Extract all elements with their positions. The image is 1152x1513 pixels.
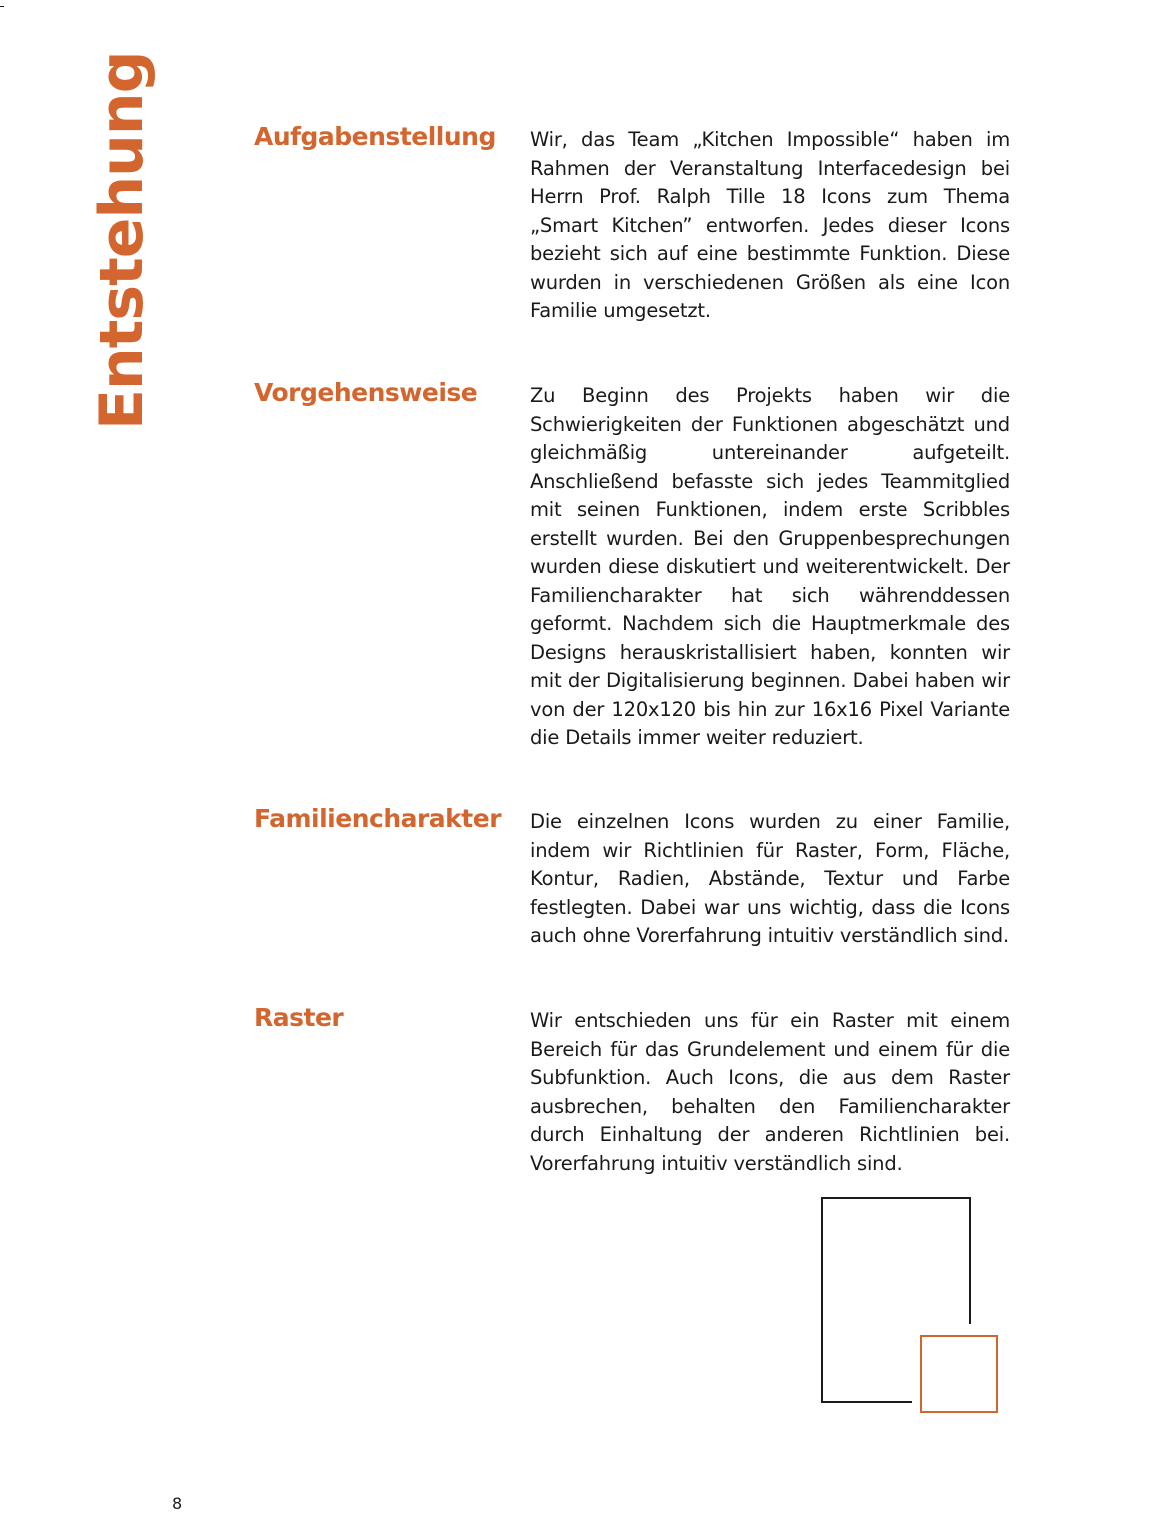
chapter-title: Entstehung <box>87 51 157 430</box>
crop-mark <box>0 6 4 7</box>
raster-diagram <box>820 1196 1000 1414</box>
section-heading: Aufgabenstellung <box>254 122 496 151</box>
section-heading: Vorgehensweise <box>254 378 478 407</box>
section-heading: Raster <box>254 1003 344 1032</box>
section-text: Die einzelnen Icons wurden zu einer Familie, indem wir Richtlinien für Raster, Form, Fläche, Kontur, Radien, Abstände, Textur und Farbe festlegten. Dabei war uns wichtig, dass die Icons auch ohne Vorerfahrung intuitiv verständlich sind. <box>530 810 1010 947</box>
section-text: Wir entschieden uns für ein Raster mit einem Bereich für das Grundelement und einem für die Subfunktion. Auch Icons, die aus dem Raster ausbrechen, behalten den Familiencharakter durch Einhaltung der anderen Richtlinien bei. Vorerfahrung intuitiv verständlich sind. <box>530 1009 1010 1175</box>
section-text: Wir, das Team „Kitchen Impossible“ haben im Rahmen der Veranstaltung Interfacedesign bei Herrn Prof. Ralph Tille 18 Icons zum Thema „Smart Kitchen” entworfen. Jedes dieser Icons bezieht sich auf eine bestimmte Funktion. Diese wurden in verschiedenen Größen als eine Icon Familie umgesetzt. <box>530 128 1010 322</box>
page-number: 8 <box>172 1494 183 1513</box>
section-text: Zu Beginn des Projekts haben wir die Schwierigkeiten der Funktionen abgeschätzt und gleichmäßig untereinander aufgeteilt. Anschließend befasste sich jedes Teammitglied mit seinen Funktionen, indem erste Scribbles erstellt wurden. Bei den Gruppenbesprechungen wurden diese diskutiert und weiterentwickelt. Der Familiencharakter hat sich währenddessen geformt. Nachdem sich die Hauptmerkmale des Designs herauskristallisiert haben, konnten wir mit der Digitalisierung beginnen. Dabei haben wir von der 120x120 bis hin zur 16x16 Pixel Variante die Details immer weiter reduziert. <box>530 384 1010 749</box>
section-heading: Familiencharakter <box>254 804 502 833</box>
subfunction-area <box>921 1336 997 1412</box>
base-element-outline <box>822 1198 970 1402</box>
